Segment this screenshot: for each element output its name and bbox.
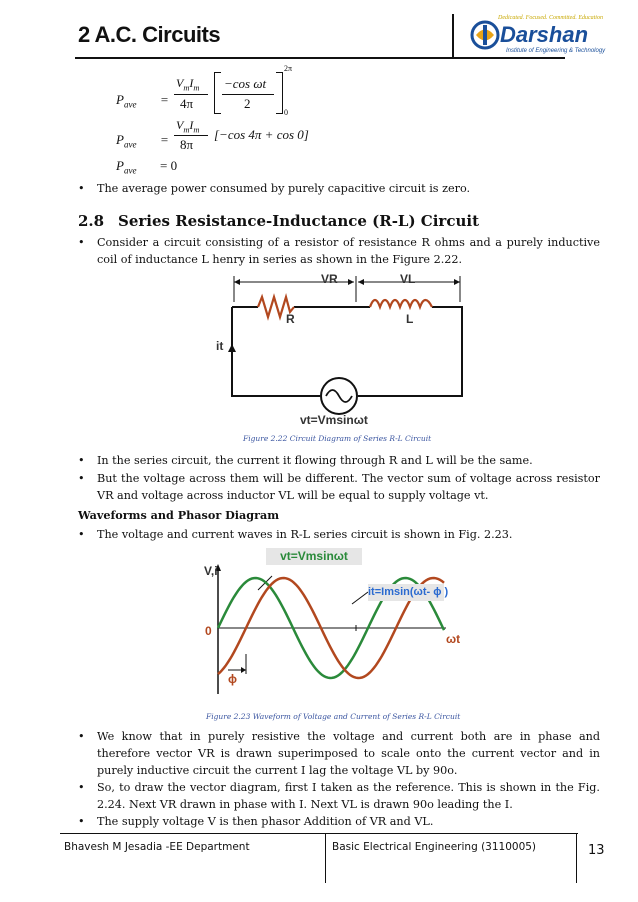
current-label: it=Imsin(ωt- ϕ ) <box>368 584 444 601</box>
logo-subtitle: Institute of Engineering & Technology <box>506 48 606 54</box>
inductor-symbol <box>370 300 432 307</box>
logo-emblem-icon <box>470 20 500 50</box>
axis-x-label: ωt <box>446 632 461 646</box>
eq2-equals: = <box>160 132 169 147</box>
waveform-plot <box>200 544 480 700</box>
voltage-label: vt=Vmsinωt <box>266 548 362 565</box>
circuit-diagram <box>218 272 476 420</box>
current-arrow-icon <box>228 344 236 352</box>
label-it: it <box>216 339 224 353</box>
eq2-fraction-bar <box>174 135 208 136</box>
label-vr: VR <box>321 272 338 286</box>
logo-tagline: Dedicated. Focused. Committed. Education <box>498 15 603 21</box>
figure23-caption: Figure 2.23 Waveform of Voltage and Current of Series R-L Circuit <box>206 712 461 721</box>
bullet-reference: • So, to draw the vector diagram, first I taken as the reference. This is shown in the Fig. 2.24. Next VR drawn in phase with I. Next VL is drawn 90o leading the I. <box>78 781 600 811</box>
header-divider <box>452 14 454 58</box>
footer-author: Bhavesh M Jesadia -EE Department <box>64 841 250 853</box>
eq1-left-bracket <box>214 72 221 114</box>
axis-y-label: V,i <box>204 564 218 578</box>
section-heading: 2.8 Series Resistance-Inductance (R-L) Circuit <box>78 212 480 230</box>
origin-label: 0 <box>205 624 212 638</box>
eq1-bracket-denominator: 2 <box>244 96 251 111</box>
eq1-right-bracket <box>276 72 283 114</box>
equation-block <box>116 64 336 178</box>
institute-logo <box>468 14 606 60</box>
label-r: R <box>286 312 295 326</box>
eq1-fraction-bar <box>174 94 208 95</box>
footer-rule <box>60 833 578 834</box>
phi-label: ϕ <box>228 672 237 686</box>
eq2-denominator: 8π <box>180 137 194 152</box>
eq1-inner-bar <box>222 94 274 95</box>
bullet-dot: • <box>78 182 85 195</box>
label-vl: VL <box>400 272 416 286</box>
footer-divider-1 <box>325 833 326 883</box>
eq2-bracket: [−cos 4π + cos 0] <box>214 127 309 142</box>
label-l: L <box>406 312 414 326</box>
footer-course: Basic Electrical Engineering (3110005) <box>332 841 537 853</box>
eq1-denominator: 4π <box>180 96 194 111</box>
page-number: 13 <box>588 843 605 858</box>
footer-divider-2 <box>576 833 577 883</box>
eq2-numerator: $V_mI_m$ <box>176 118 200 135</box>
eq1-lower-limit: 0 <box>284 108 288 117</box>
eq1-equals: = <box>160 92 169 107</box>
figure22-caption: Figure 2.22 Circuit Diagram of Series R-L Circuit <box>243 434 432 443</box>
eq1-lhs: $P_{ave}$ <box>116 92 137 110</box>
eq3-lhs: $P_{ave}$ <box>116 158 137 176</box>
eq1-upper-limit: 2π <box>284 64 293 73</box>
logo-name: Darshan <box>500 22 589 47</box>
label-source: vt=Vmsinωt <box>300 413 368 427</box>
subheading-waveforms: Waveforms and Phasor Diagram <box>78 508 280 522</box>
bullet-vector-drawn: • We know that in purely resistive the voltage and current both are in phase and therefore vector VR is drawn superimposed to scale onto the current vector and in purely inductive circuit the current I lag the voltage VL by 90o. <box>78 730 600 777</box>
eq2-lhs: $P_{ave}$ <box>116 132 137 150</box>
eq3-rhs: = 0 <box>160 158 178 173</box>
eq1-numerator: $V_mI_m$ <box>176 76 200 93</box>
eq1-bracket-numerator: −cos ωt <box>224 76 267 91</box>
chapter-title: 2 A.C. Circuits <box>78 22 221 47</box>
